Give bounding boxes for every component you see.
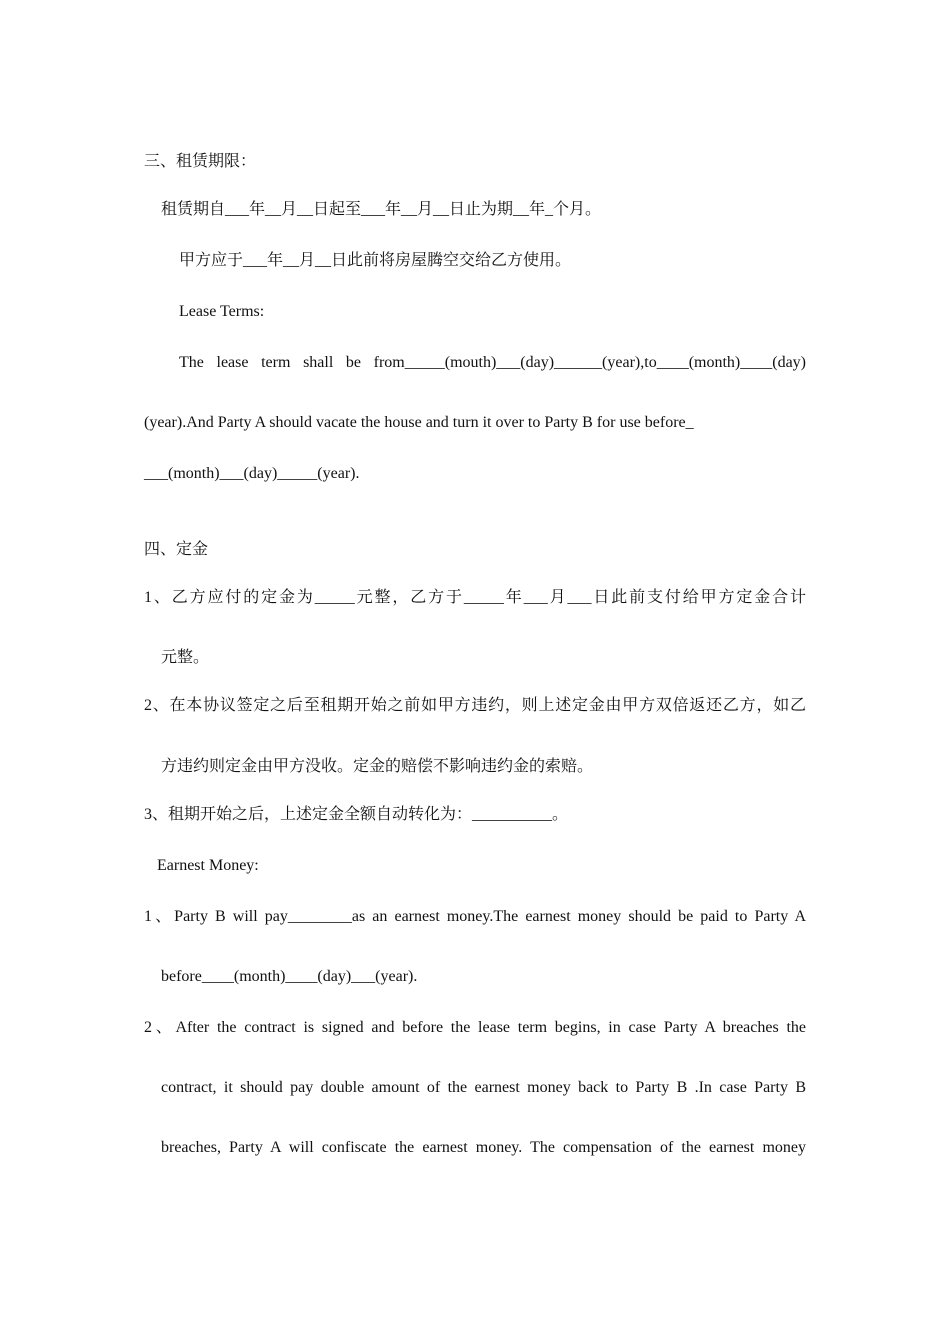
lease-term-en-line-3: ___(month)___(day)_____(year). <box>144 465 360 482</box>
earnest-en-item-2-line-3: breaches, Party A will confiscate the earnest money. The compensation of the earnest money <box>161 1139 806 1156</box>
lease-term-cn-line-1: 租赁期自___年__月__日起至___年__月__日止为期__年_个月。 <box>161 201 602 218</box>
earnest-en-item-2-line-2: contract, it should pay double amount of the earnest money back to Party B .In case Party B <box>161 1079 806 1096</box>
earnest-en-item-2-line-1: 2、After the contract is signed and before the lease term begins, in case Party A breaches the <box>144 1019 806 1036</box>
deposit-cn-item-3: 3、租期开始之后，上述定金全额自动转化为：__________。 <box>144 806 569 823</box>
earnest-en-item-1-line-1: 1、Party B will pay________as an earnest money.The earnest money should be paid to Party A <box>144 908 806 925</box>
lease-term-en-line-1: The lease term shall be from_____(mouth)___(day)______(year),to____(month)____(day) <box>179 354 806 371</box>
earnest-en-item-1-line-2: before____(month)____(day)___(year). <box>161 968 418 985</box>
section-4-heading: 四、定金 <box>144 541 209 558</box>
deposit-cn-item-1-line-2: 元整。 <box>161 649 210 666</box>
deposit-cn-item-2-line-1: 2、在本协议签定之后至租期开始之前如甲方违约，则上述定金由甲方双倍返还乙方，如乙 <box>144 697 806 714</box>
section-3-heading: 三、租赁期限： <box>144 153 257 170</box>
lease-term-cn-line-2: 甲方应于___年__月__日此前将房屋腾空交给乙方使用。 <box>179 252 572 269</box>
lease-terms-en-heading: Lease Terms: <box>179 303 265 320</box>
earnest-money-en-heading: Earnest Money: <box>157 857 259 874</box>
deposit-cn-item-1-line-1: 1、乙方应付的定金为_____元整，乙方于_____年___月___日此前支付给甲方定金合计 <box>144 589 806 606</box>
lease-term-en-line-2: (year).And Party A should vacate the house and turn it over to Party B for use before_ <box>144 414 694 431</box>
deposit-cn-item-2-line-2: 方违约则定金由甲方没收。定金的赔偿不影响违约金的索赔。 <box>161 758 594 775</box>
